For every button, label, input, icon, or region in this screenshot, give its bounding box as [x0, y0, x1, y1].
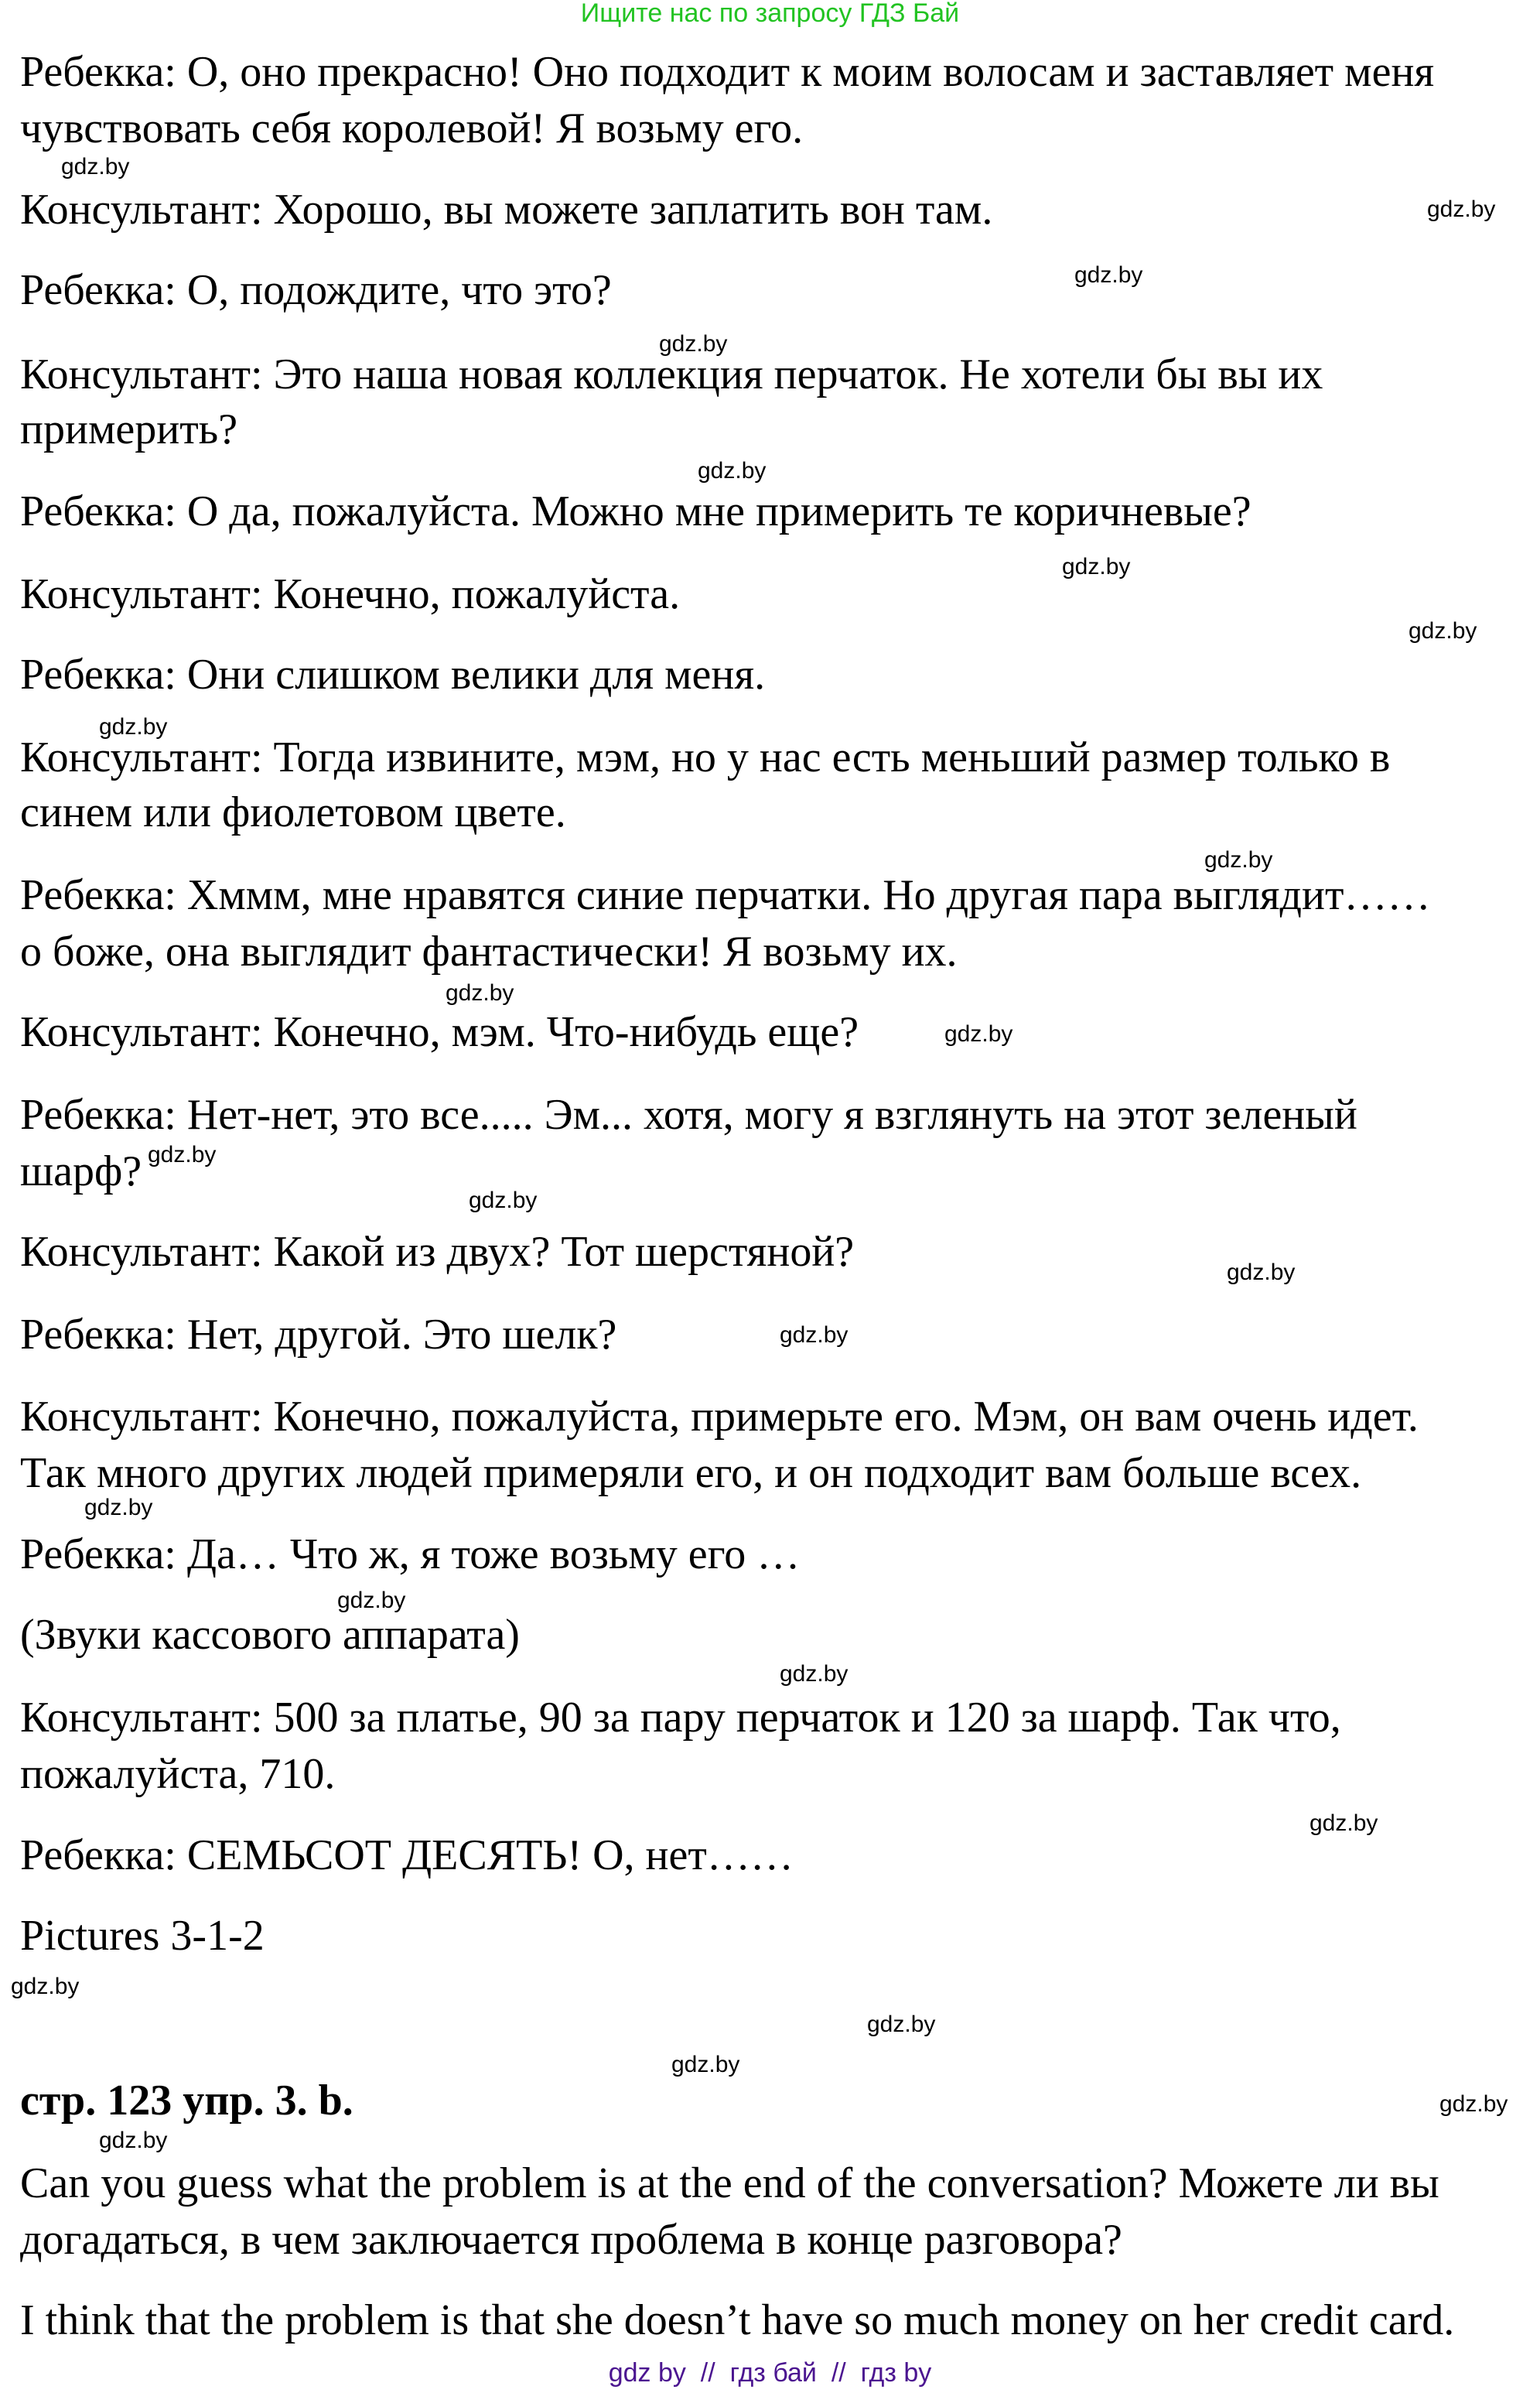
watermark: gdz.by [1062, 554, 1131, 579]
text-line: Консультант: Конечно, пожалуйста. [20, 570, 681, 618]
text-line: Ребекка: Хммм, мне нравятся синие перчатки. Но другая пара выглядит…… [20, 871, 1431, 919]
footer-links[interactable]: gdz by // гдз бай // гдз by [608, 2358, 932, 2388]
header-banner[interactable]: Ищите нас по запросу ГДЗ Бай [580, 0, 960, 28]
text-line: догадаться, в чем заключается проблема в конце разговора? [20, 2216, 1122, 2264]
text-line: Так много других людей примеряли его, и он подходит вам больше всех. [20, 1449, 1362, 1497]
watermark: gdz.by [148, 1142, 217, 1167]
text-line: Ребекка: О, оно прекрасно! Оно подходит к моим волосам и заставляет меня [20, 48, 1435, 96]
text-line: Ребекка: О да, пожалуйста. Можно мне примерить те коричневые? [20, 487, 1251, 535]
watermark: gdz.by [1409, 618, 1477, 644]
watermark: gdz.by [11, 1974, 80, 1999]
watermark: gdz.by [1074, 262, 1143, 288]
text-line: пожалуйста, 710. [20, 1750, 336, 1798]
text-line: Консультант: Конечно, пожалуйста, примерьте его. Мэм, он вам очень идет. [20, 1393, 1419, 1441]
text-line: Консультант: Хорошо, вы можете заплатить вон там. [20, 186, 993, 234]
section-heading: стр. 123 упр. 3. b. [20, 2077, 353, 2125]
watermark: gdz.by [99, 2128, 168, 2153]
text-line: Ребекка: Они слишком велики для меня. [20, 651, 766, 699]
watermark: gdz.by [867, 2012, 936, 2037]
watermark: gdz.by [1439, 2091, 1508, 2117]
watermark: gdz.by [1204, 847, 1273, 873]
watermark: gdz.by [944, 1021, 1013, 1047]
watermark: gdz.by [698, 458, 767, 484]
watermark: gdz.by [1427, 197, 1496, 222]
text-line: Ребекка: Нет, другой. Это шелк? [20, 1311, 617, 1359]
watermark: gdz.by [446, 980, 514, 1006]
text-line: Консультант: Конечно, мэм. Что-нибудь еще? [20, 1008, 859, 1056]
watermark: gdz.by [61, 154, 130, 179]
watermark: gdz.by [671, 2052, 740, 2077]
watermark: gdz.by [1310, 1810, 1378, 1836]
watermark: gdz.by [84, 1495, 153, 1520]
watermark: gdz.by [780, 1322, 849, 1348]
watermark: gdz.by [337, 1588, 406, 1613]
text-line: Ребекка: СЕМЬСОТ ДЕСЯТЬ! О, нет…… [20, 1831, 794, 1879]
text-line: Ребекка: Да… Что ж, я тоже возьму его … [20, 1530, 801, 1578]
text-line: шарф? [20, 1147, 142, 1195]
text-line: I think that the problem is that she doesn’t have so much money on her credit card. [20, 2296, 1455, 2344]
text-line: Can you guess what the problem is at the end of the conversation? Можете ли вы [20, 2159, 1439, 2207]
watermark: gdz.by [659, 331, 728, 357]
text-line: Ребекка: О, подождите, что это? [20, 266, 612, 314]
text-line: Ребекка: Нет-нет, это все..... Эм... хотя, могу я взглянуть на этот зеленый [20, 1091, 1357, 1139]
watermark: gdz.by [780, 1661, 849, 1687]
text-line: Консультант: Это наша новая коллекция перчаток. Не хотели бы вы их [20, 350, 1323, 398]
text-line: (Звуки кассового аппарата) [20, 1611, 520, 1659]
watermark: gdz.by [469, 1188, 538, 1213]
text-line: о боже, она выглядит фантастически! Я возьму их. [20, 928, 958, 976]
watermark: gdz.by [1227, 1260, 1296, 1285]
text-line: Консультант: 500 за платье, 90 за пару перчаток и 120 за шарф. Так что, [20, 1694, 1341, 1742]
text-line: Консультант: Тогда извините, мэм, но у нас есть меньший размер только в [20, 733, 1391, 781]
text-line: синем или фиолетовом цвете. [20, 788, 566, 836]
text-line: Pictures 3-1-2 [20, 1912, 265, 1960]
text-line: чувствовать себя королевой! Я возьму его. [20, 104, 804, 152]
watermark: gdz.by [99, 714, 168, 740]
text-line: примерить? [20, 405, 238, 453]
text-line: Консультант: Какой из двух? Тот шерстяной? [20, 1228, 855, 1276]
